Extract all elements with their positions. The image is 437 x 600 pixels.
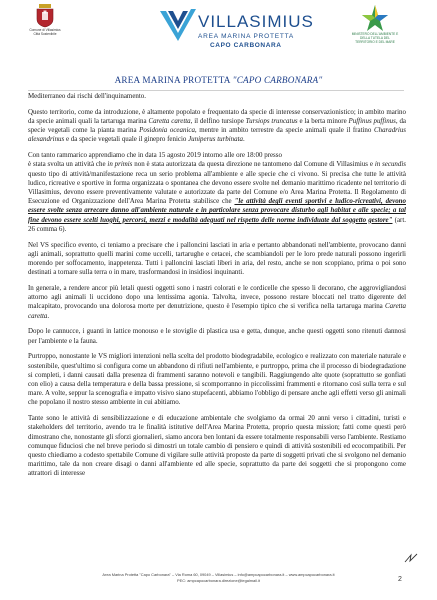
species-name: Posidonia oceanica [139,126,195,135]
text: . [47,311,50,320]
page-number: 2 [398,576,402,583]
paragraph [28,108,406,145]
paragraph: Nel VS specifico evento, ci teniamo a precisare che i palloncini lasciati in aria e pertanto abbandonati nell'ambiente, provocano danni agli animali, soprattutto quelli marini come uccelli, tartarughe e cetacei, che scambiandoli per le loro prede naturali possono ingerirli morendo per soffocamento, inappetenza. Tutti i palloncini lasciati liberi in aria, del resto, anche se non scoppiano, prima o poi sono destinati a tornare sulla terra o in mare, trasformandosi in insidiosi inquinanti. [28,240,406,277]
paragraph: Mediterraneo dai rischi dell'inquinamento. [28,92,146,100]
paragraph: Dopo le cannucce, i guanti in lattice monouso e le stoviglie di plastica usa e getta, dunque, anche questi oggetti sono ritenuti dannosi per l'ambiente e la fauna. [28,327,406,345]
text: In generale, a rendere ancor più letali questi oggetti sono i nastri colorati e le cordicelle che spesso li decorano, che aggrovigliandosi attorno agli animali li uccidono dopo una lentissima agonia. Talvolta, invece, possono restare bloccati nel tratto digerente del malcapitato, provocando una dolorosa morte per denutrizione, questo è l'esempio tipico che si verifica nella tartaruga marina [28,284,406,311]
comune-tagline: Città Sostenibile [33,32,57,36]
text: e la berta minore [297,117,349,125]
brand-name: VILLASIMIUS [198,12,314,31]
footer-address: Area Marina Protetta "Capo Carbonara" – Via Roma 60, 09049 – Villasimius – info@ampcapocarbonara.it – www.ampcapocarbonara.it [102,572,335,577]
latin-phrase: in secundis [374,160,406,169]
text: , mentre in ambito terrestre da specie animali quale il fratino [194,126,374,135]
species-name: Juniperus turbinata [188,135,244,144]
text: (art. 26 comma 6). [28,215,406,233]
letterhead [0,0,437,64]
paragraph: Purtroppo, nonostante le VS migliori intenzioni nella scelta del prodotto biodegradabile, ecologico e realizzato con materiale naturale e sostenibile, quest'ultimo si configura come un abbandono di rifiuti nell'ambiente, e purtroppo, prima che il processo di biodegradazione si completi, i danni causati dalla presenza di frammenti saranno notevoli e tangibili. Raggiungendo alte quote (soprattutto se gonfiati con elio) a causa della temperatura e della bassa pressione, si scomporranno in piccolissimi frammenti e ritornano così sulla terra e sul mare. A volte, seppur la scenografia e impatto visivo siano stupefacenti, abbiamo l'obbligo di pensare anche agli effetti verso gli animali che popolano il nostro stesso ambiente in cui abitiamo. [28,352,406,407]
text: è stata svolta un attività che [28,160,108,169]
species-name: Caretta caretta [28,302,406,320]
brand-subtitle: AREA MARINA PROTETTA [198,33,295,40]
letter-body [28,92,406,485]
text: e da specie vegetali quale il ginepro fenicio [64,135,189,144]
villasimius-logo [158,5,314,57]
header-divider [28,90,404,91]
species-name: Puffinus puffinus [348,117,396,125]
text: questo tipo di attività/manifestazione reca un serio problema all'ambiente e alle specie che ci vivono. Si precisa che tutte le attività ludico, ricreative e sportive in forma organizzata o spontanea che devono essere svolte nel demanio marittimo ricadente nel territorio di Villasimius, devono essere preventivamente valutate e autorizzate da parte del Comune e/o Area Marina Protetta. Il Regolamento di Esecuzione ed Organizzazione dell'Area Marina Protetta stabilisce che [28,169,406,206]
brand-subtitle-2: CAPO CARBONARA [210,42,282,49]
paragraph [28,151,406,234]
regulation-quote: "le attività degli eventi sportivi e ludico-ricreativi, devono essere svolte senza arrecare danno all'ambiente naturale e in particolare senza provocare disturbo agli habitat e alle specie; a tal fine devono essere scelti luoghi, percorsi, mezzi e modalità adeguati nel rispetto delle norme individuate dal soggetto gestore" [28,197,406,224]
subtitle-prefix: AREA MARINA PROTETTA [114,75,233,85]
species-name: Charadrius alexandrinus [28,126,406,144]
text: Questo territorio, come da introduzione, è altamente popolato e frequentato da specie di interesse conservazionistico; in ambito marino da specie animali quali la tartaruga marina [28,107,406,125]
comune-label: Comune di Villasimius [29,28,61,32]
comune-crest [24,4,66,36]
text: , il delfino tursiope [190,117,246,125]
subtitle-name: "CAPO CARBONARA" [232,75,323,85]
paragraph: Tante sono le attività di sensibilizzazione e di educazione ambientale che svolgiamo da ormai 20 anni verso i cittadini, turisti e stakeholders del territorio, avendo tra le finalità istitutive dell'Area Marina Protetta, proprio questa mission; fatti come questi però dimostrano che, nonostante gli sforzi giornalieri, siamo ancora ben lontani da essere totalmente responsabili verso l'ambiente. Restiamo comunque fiduciosi che nel breve periodo si dimostri un totale cambio di pensiero e quindi di attività sostenibili ed ecocompatibili. Per questo chiediamo a codesto spettabile Comune di vigilare sulle attività proposte da parte di soggetti privati che si svolgono nel demanio marittimo, tale da non creare disagi o danni all'ambiente ed alle specie, soprattutto da parte dei soggetti che si propongono come attrattori di interesse [28,414,406,478]
species-name: Caretta caretta [148,117,191,125]
text: non è stata autorizzata da questa direzione ne tantomeno dal Comune di Villasimius e [132,160,375,169]
signature-mark-icon [404,552,418,564]
paragraph [28,284,406,321]
v-logo-icon [158,5,198,45]
text: Con tanto rammarico apprendiamo che in data 15 agosto 2019 intorno alle ore 18:00 presso [28,151,282,160]
footer [0,572,437,583]
latin-phrase: in primis [107,160,133,169]
text: , da specie vegetali come la pianta marina [28,117,406,135]
species-name: Tursiops truncatus [245,117,298,125]
comune-crest-icon [35,4,55,28]
footer-pec: PEC: ampcapocarbonara.direzione@legalmail.it [177,577,260,583]
ministry-label: MINISTERO DELL'AMBIENTE E DELLA TUTELA DEL TERRITORIO E DEL MARE [351,32,399,44]
star-icon [360,4,390,32]
text: . [243,135,245,144]
page-subtitle [0,75,437,85]
ministry-logo [350,4,400,44]
